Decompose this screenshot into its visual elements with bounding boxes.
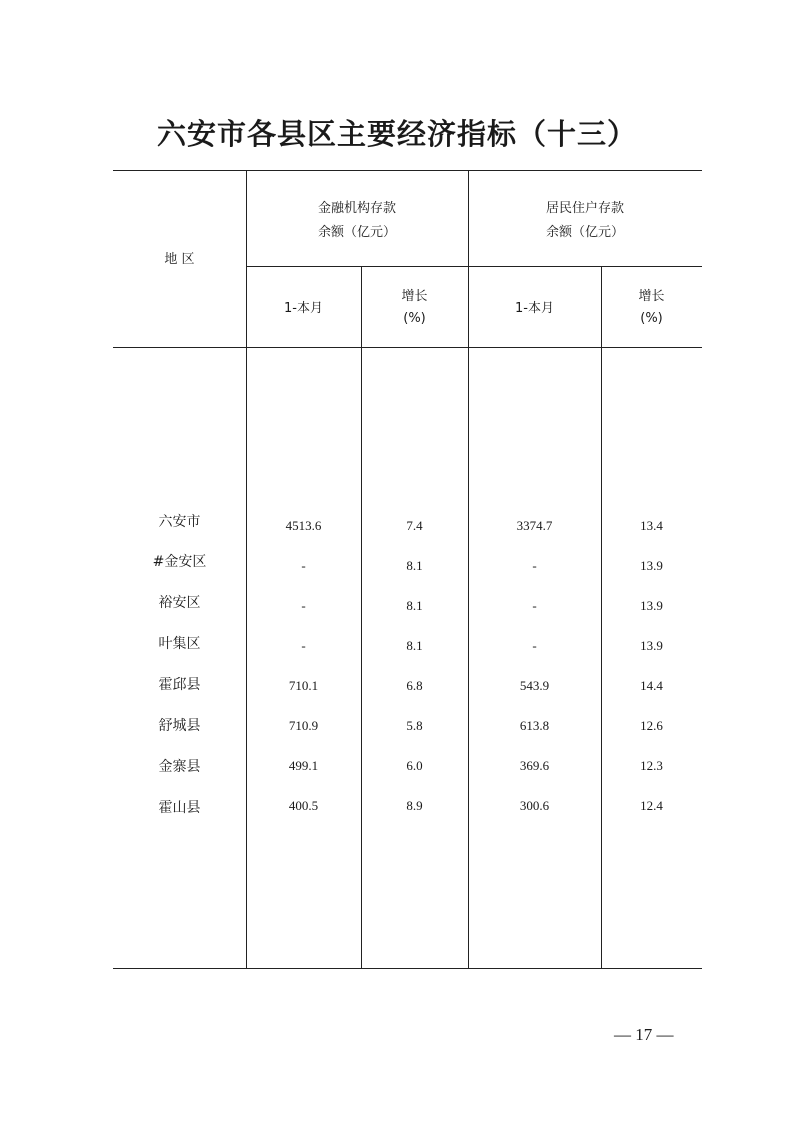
header-bottom-rule bbox=[113, 347, 702, 348]
cell-resident-growth: 13.4 bbox=[640, 518, 663, 533]
cell-region: 霍邱县 bbox=[158, 677, 201, 693]
cell-resident-value: 3374.7 bbox=[516, 518, 553, 533]
cell-deposit-growth: 5.8 bbox=[406, 718, 423, 733]
table-top-rule bbox=[113, 170, 702, 171]
table-bottom-rule bbox=[113, 968, 702, 969]
column-divider bbox=[361, 266, 362, 968]
cell-resident-growth: 13.9 bbox=[640, 598, 663, 613]
cell-resident-value: 369.6 bbox=[519, 758, 550, 773]
cell-deposit-value: 710.1 bbox=[288, 678, 319, 693]
cell-deposit-value: 4513.6 bbox=[285, 518, 322, 533]
cell-resident-growth: 14.4 bbox=[640, 678, 663, 693]
cell-resident-value: 613.8 bbox=[519, 718, 550, 733]
header-region: 地 区 bbox=[164, 252, 195, 267]
cell-deposit-growth: 6.0 bbox=[406, 758, 423, 773]
cell-deposit-value: - bbox=[301, 558, 306, 573]
cell-deposit-growth: 8.1 bbox=[406, 638, 423, 653]
cell-region: 金寨县 bbox=[158, 759, 201, 775]
cell-deposit-growth: 6.8 bbox=[406, 678, 423, 693]
cell-deposit-growth: 8.9 bbox=[406, 798, 423, 813]
header-sub-month: 1-本月 bbox=[515, 301, 554, 316]
cell-deposit-value: - bbox=[301, 598, 306, 613]
cell-deposit-value: 710.9 bbox=[288, 718, 319, 733]
header-sub-month: 1-本月 bbox=[284, 301, 323, 316]
cell-resident-growth: 12.4 bbox=[640, 798, 663, 813]
header-sub-growth-label: 增长 bbox=[401, 289, 428, 304]
cell-deposit-value: 499.1 bbox=[288, 758, 319, 773]
cell-resident-value: 300.6 bbox=[519, 798, 550, 813]
cell-resident-value: - bbox=[532, 598, 537, 613]
cell-region: 舒城县 bbox=[158, 718, 201, 734]
cell-resident-growth: 12.6 bbox=[640, 718, 663, 733]
header-sub-growth-unit: (%) bbox=[403, 311, 426, 326]
cell-deposit-growth: 8.1 bbox=[406, 598, 423, 613]
cell-resident-growth: 13.9 bbox=[640, 558, 663, 573]
cell-resident-value: 543.9 bbox=[519, 678, 550, 693]
column-divider bbox=[601, 266, 602, 968]
header-group-deposits bbox=[246, 197, 468, 245]
header-group-resident-line1: 居民住户存款 bbox=[545, 201, 624, 216]
cell-region: 六安市 bbox=[158, 514, 201, 530]
cell-deposit-value: 400.5 bbox=[288, 798, 319, 813]
cell-resident-value: - bbox=[532, 638, 537, 653]
page-number: — 17 — bbox=[614, 1025, 674, 1044]
cell-resident-growth: 13.9 bbox=[640, 638, 663, 653]
cell-deposit-value: - bbox=[301, 638, 306, 653]
header-sub-growth bbox=[361, 286, 468, 330]
header-sub-growth-unit: (%) bbox=[640, 311, 663, 326]
header-group-resident-line2: 余额（亿元） bbox=[545, 225, 624, 240]
header-group-deposits-line2: 余额（亿元） bbox=[317, 225, 396, 240]
header-group-resident-deposits bbox=[468, 197, 702, 245]
header-sub-growth-label: 增长 bbox=[638, 289, 665, 304]
cell-resident-growth: 12.3 bbox=[640, 758, 663, 773]
cell-region: #金安区 bbox=[152, 554, 207, 570]
cell-region: 裕安区 bbox=[158, 595, 201, 611]
header-mid-rule bbox=[246, 266, 702, 267]
cell-region: 霍山县 bbox=[158, 800, 201, 816]
header-sub-growth bbox=[601, 286, 702, 330]
cell-deposit-growth: 7.4 bbox=[406, 518, 423, 533]
cell-deposit-growth: 8.1 bbox=[406, 558, 423, 573]
cell-resident-value: - bbox=[532, 558, 537, 573]
header-group-deposits-line1: 金融机构存款 bbox=[317, 201, 396, 216]
cell-region: 叶集区 bbox=[158, 636, 201, 652]
page-title: 六安市各县区主要经济指标（十三） bbox=[156, 117, 637, 151]
